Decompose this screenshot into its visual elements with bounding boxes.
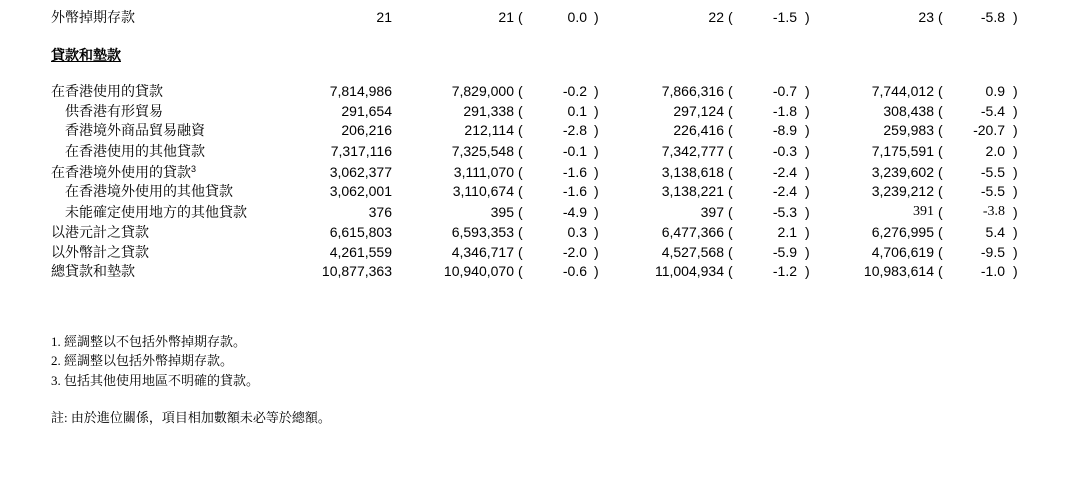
row-label: [51, 261, 135, 281]
paren-close: ): [1013, 224, 1018, 240]
paren-open: (: [938, 244, 943, 260]
paren-close: ): [805, 244, 810, 260]
paren-open: (: [938, 103, 943, 119]
paren-close: ): [1013, 122, 1018, 138]
pct-col4: 2.0: [985, 143, 1005, 159]
value-col3: 7,866,316: [661, 83, 724, 99]
value-col1: 10,877,363: [321, 263, 392, 279]
value-col1: 7,317,116: [330, 143, 392, 159]
paren-open: (: [518, 244, 523, 260]
paren-open: (: [728, 204, 733, 220]
paren-open: (: [938, 204, 943, 220]
value-col3: 6,477,366: [661, 224, 724, 240]
value-col4: 6,276,995: [871, 224, 934, 240]
value-col2: 3,111,070: [453, 164, 514, 180]
table-row: [0, 181, 1076, 201]
pct-col2: -0.1: [562, 143, 587, 159]
section-title: 貸款和墊款: [51, 47, 121, 63]
row-label: [65, 101, 163, 121]
value-col3: 3,138,618: [661, 164, 724, 180]
paren-open: (: [518, 204, 523, 220]
pct-col4: -5.4: [980, 103, 1005, 119]
value-col4: 10,983,614: [863, 263, 934, 279]
paren-open: (: [728, 183, 733, 199]
paren-close: ): [594, 224, 599, 240]
remark-note: 註: 由於進位關係，項目相加數額未必等於總額。: [51, 410, 331, 425]
table-row: [0, 222, 1076, 242]
paren-open: (: [938, 9, 943, 25]
pct-col3: -5.3: [772, 204, 797, 220]
paren-open: (: [938, 143, 943, 159]
table-row: [0, 261, 1076, 281]
paren-open: (: [728, 224, 733, 240]
value-col3: 11,004,934: [654, 263, 724, 279]
value-col4: 391: [913, 204, 934, 219]
paren-close: ): [805, 103, 810, 119]
paren-close: ): [1013, 244, 1018, 260]
value-col3: 3,138,221: [661, 183, 724, 199]
value-col4: 308,438: [883, 103, 934, 119]
paren-open: (: [938, 224, 943, 240]
paren-close: ): [805, 122, 810, 138]
pct-col3: -0.3: [772, 143, 797, 159]
paren-open: (: [518, 183, 523, 199]
paren-open: (: [518, 103, 523, 119]
row-label-text: 在香港境外使用的其他貸款: [65, 183, 233, 199]
pct-col4: 0.9: [985, 83, 1005, 99]
value-col1: 7,814,986: [329, 83, 392, 99]
paren-close: ): [805, 83, 810, 99]
paren-close: ): [1013, 183, 1018, 199]
pct-col2: 0.1: [567, 103, 587, 119]
row-label: [51, 81, 163, 101]
paren-close: ): [805, 183, 810, 199]
paren-open: (: [728, 9, 733, 25]
value-col2: 21: [498, 9, 514, 25]
row-label: [65, 181, 233, 201]
table-row: [0, 120, 1076, 140]
value-col4: 3,239,212: [871, 183, 934, 199]
paren-close: ): [1013, 9, 1018, 25]
paren-close: ): [805, 9, 810, 25]
paren-close: ): [805, 143, 810, 159]
value-col2: 212,114: [464, 122, 514, 138]
row-label: 外幣掉期存款: [51, 9, 135, 25]
value-col2: 6,593,353: [451, 224, 514, 240]
value-col4: 3,239,602: [871, 164, 934, 180]
paren-open: (: [518, 9, 523, 25]
value-col4: 7,744,012: [871, 83, 934, 99]
paren-close: ): [594, 244, 599, 260]
pct-col3: -2.4: [772, 183, 797, 199]
value-col3: 7,342,777: [661, 143, 724, 159]
pct-col4: -5.5: [980, 164, 1005, 180]
pct-col3: -0.7: [772, 83, 797, 99]
paren-close: ): [594, 103, 599, 119]
pct-col4: -5.5: [980, 183, 1005, 199]
paren-open: (: [728, 103, 733, 119]
row-label-text: 以外幣計之貸款: [51, 244, 149, 260]
row-label-text: 在香港使用的其他貸款: [65, 143, 205, 159]
paren-open: (: [728, 263, 733, 279]
pct-col2: -0.2: [562, 83, 587, 99]
value-col2: 10,940,070: [443, 263, 514, 279]
pct-col2: -2.0: [562, 244, 587, 260]
pct-col4: 5.4: [985, 224, 1005, 240]
pct-col2: -1.6: [562, 183, 587, 199]
pct-col4: -9.5: [980, 244, 1005, 260]
value-col4: 7,175,591: [871, 143, 934, 159]
value-col1: 206,216: [341, 122, 392, 138]
row-label-text: 未能確定使用地方的其他貸款: [65, 204, 247, 220]
pct-col4: -20.7: [973, 122, 1005, 138]
value-col1: 6,615,803: [329, 224, 392, 240]
pct-col3: -8.9: [772, 122, 797, 138]
pct-col2: -4.9: [562, 204, 587, 220]
value-col3: 4,527,568: [661, 244, 724, 260]
paren-open: (: [728, 122, 733, 138]
row-label-text: 在香港境外使用的貸款: [51, 164, 191, 180]
value-col1: 291,654: [341, 103, 392, 119]
paren-open: (: [728, 83, 733, 99]
paren-open: (: [518, 83, 523, 99]
paren-close: ): [594, 9, 599, 25]
row-label-text: 總貸款和墊款: [51, 263, 135, 279]
value-col1: 376: [368, 204, 392, 220]
paren-close: ): [805, 204, 810, 220]
row-label-text: 供香港有形貿易: [65, 103, 163, 119]
value-col3: 22: [708, 9, 724, 25]
paren-close: ): [1013, 263, 1018, 279]
paren-open: (: [518, 164, 523, 180]
pct-col2: 0.0: [567, 9, 587, 25]
pct-col4: -1.0: [980, 263, 1005, 279]
table-row: [0, 81, 1076, 101]
value-col2: 7,829,000: [451, 83, 514, 99]
footnote: 3. 包括其他使用地區不明確的貸款。: [51, 373, 260, 388]
pct-col2: -0.6: [562, 263, 587, 279]
paren-close: ): [805, 224, 810, 240]
value-col1: 3,062,001: [329, 183, 392, 199]
pct-col3: -1.8: [772, 103, 797, 119]
value-col1: 3,062,377: [329, 164, 392, 180]
paren-open: (: [518, 224, 523, 240]
paren-close: ): [1013, 143, 1018, 159]
row-label: [51, 222, 149, 242]
paren-close: ): [594, 83, 599, 99]
row-label-text: 香港境外商品貿易融資: [65, 122, 205, 138]
pct-col2: -1.6: [562, 164, 587, 180]
value-col4: 4,706,619: [871, 244, 934, 260]
footnote: 1. 經調整以不包括外幣掉期存款。: [51, 334, 247, 349]
pct-col4: -3.8: [982, 204, 1005, 219]
value-col4: 23: [918, 9, 934, 25]
paren-close: ): [594, 263, 599, 279]
pct-col3: -2.4: [772, 164, 797, 180]
row-label: [65, 141, 205, 161]
footnote-marker: 3: [191, 164, 197, 174]
paren-close: ): [594, 164, 599, 180]
pct-col4: -5.8: [980, 9, 1005, 25]
paren-open: (: [938, 83, 943, 99]
paren-open: (: [728, 143, 733, 159]
paren-close: ): [594, 204, 599, 220]
table-row: [0, 202, 1076, 222]
value-col2: 4,346,717: [451, 244, 514, 260]
paren-open: (: [938, 183, 943, 199]
value-col2: 3,110,674: [452, 183, 514, 199]
paren-open: (: [728, 164, 733, 180]
row-label-text: 以港元計之貸款: [51, 224, 149, 240]
table-row: [0, 162, 1076, 182]
paren-open: (: [938, 263, 943, 279]
paren-close: ): [594, 183, 599, 199]
paren-open: (: [518, 122, 523, 138]
value-col1: 21: [376, 9, 392, 25]
table-row: [0, 101, 1076, 121]
footnote: 2. 經調整以包括外幣掉期存款。: [51, 353, 234, 368]
paren-close: ): [1013, 204, 1018, 220]
paren-open: (: [518, 143, 523, 159]
paren-close: ): [1013, 164, 1018, 180]
row-label: [65, 120, 205, 140]
row-label-text: 在香港使用的貸款: [51, 83, 163, 99]
paren-close: ): [805, 164, 810, 180]
row-label: [65, 202, 247, 222]
paren-close: ): [594, 143, 599, 159]
row-label: [51, 242, 149, 262]
pct-col3: -1.2: [772, 263, 797, 279]
paren-close: ): [805, 263, 810, 279]
value-col3: 226,416: [673, 122, 724, 138]
paren-open: (: [938, 164, 943, 180]
value-col1: 4,261,559: [329, 244, 392, 260]
value-col3: 297,124: [673, 103, 724, 119]
pct-col2: -2.8: [562, 122, 587, 138]
row-label: [51, 162, 196, 182]
paren-open: (: [728, 244, 733, 260]
table-row: [0, 141, 1076, 161]
paren-open: (: [518, 263, 523, 279]
paren-close: ): [1013, 83, 1018, 99]
paren-close: ): [1013, 103, 1018, 119]
value-col3: 397: [700, 204, 724, 220]
paren-open: (: [938, 122, 943, 138]
pct-col2: 0.3: [567, 224, 587, 240]
table-row: [0, 242, 1076, 262]
pct-col3: -1.5: [772, 9, 797, 25]
pct-col3: -5.9: [772, 244, 797, 260]
value-col4: 259,983: [883, 122, 934, 138]
value-col2: 7,325,548: [451, 143, 514, 159]
pct-col3: 2.1: [777, 224, 797, 240]
paren-close: ): [594, 122, 599, 138]
value-col2: 395: [490, 204, 514, 220]
value-col2: 291,338: [463, 103, 514, 119]
table-row: [0, 7, 1076, 27]
